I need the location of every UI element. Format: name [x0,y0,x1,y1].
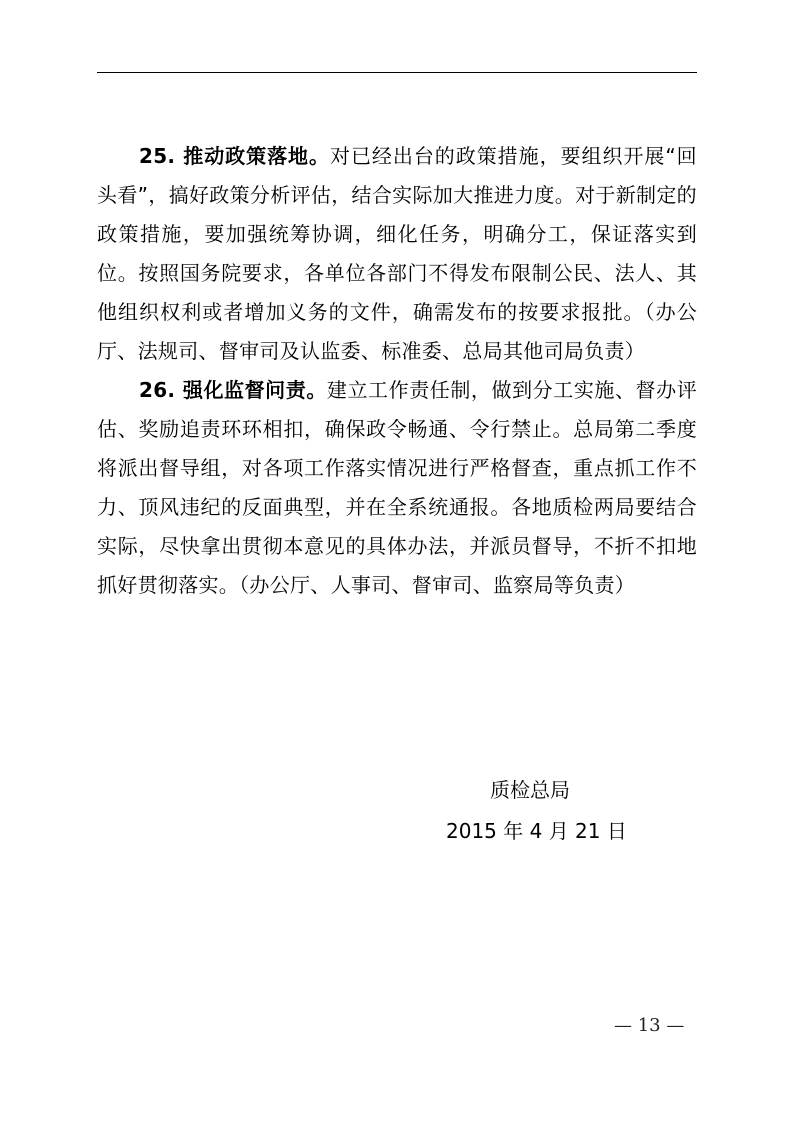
signature-organization: 质检总局 [490,778,570,802]
paragraph-26-heading: 26. 强化监督问责。 [139,378,327,402]
header-rule [97,72,697,73]
page-number: — 13 — [614,1015,685,1036]
paragraph-26-body: 建立工作责任制，做到分工实施、督办评估、奖励追责环环相扣，确保政令畅通、令行禁止。总局第二季度将派出督导组，对各项工作落实情况进行严格督查，重点抓工作不力、顶风违纪的反面典型，并在全系统通报。各地质检两局要结合实际，尽快拿出贯彻本意见的具体办法，并派员督导，不折不扣地抓好贯彻落实。（办公厅、人事司、督审司、监察局等负责） [97,378,697,597]
signature-date: 2015 年 4 月 21 日 [446,819,627,843]
paragraph-26 [97,371,697,605]
paragraph-25 [97,137,697,371]
paragraph-25-heading: 25. 推动政策落地。 [139,144,330,168]
paragraph-25-body: 对已经出台的政策措施，要组织开展“回头看”，搞好政策分析评估，结合实际加大推进力度。对于新制定的政策措施，要加强统筹协调，细化任务，明确分工，保证落实到位。按照国务院要求，各单位各部门不得发布限制公民、法人、其他组织权利或者增加义务的文件，确需发布的按要求报批。（办公厅、法规司、督审司及认监委、标准委、总局其他司局负责） [97,144,697,363]
document-body [97,137,697,605]
